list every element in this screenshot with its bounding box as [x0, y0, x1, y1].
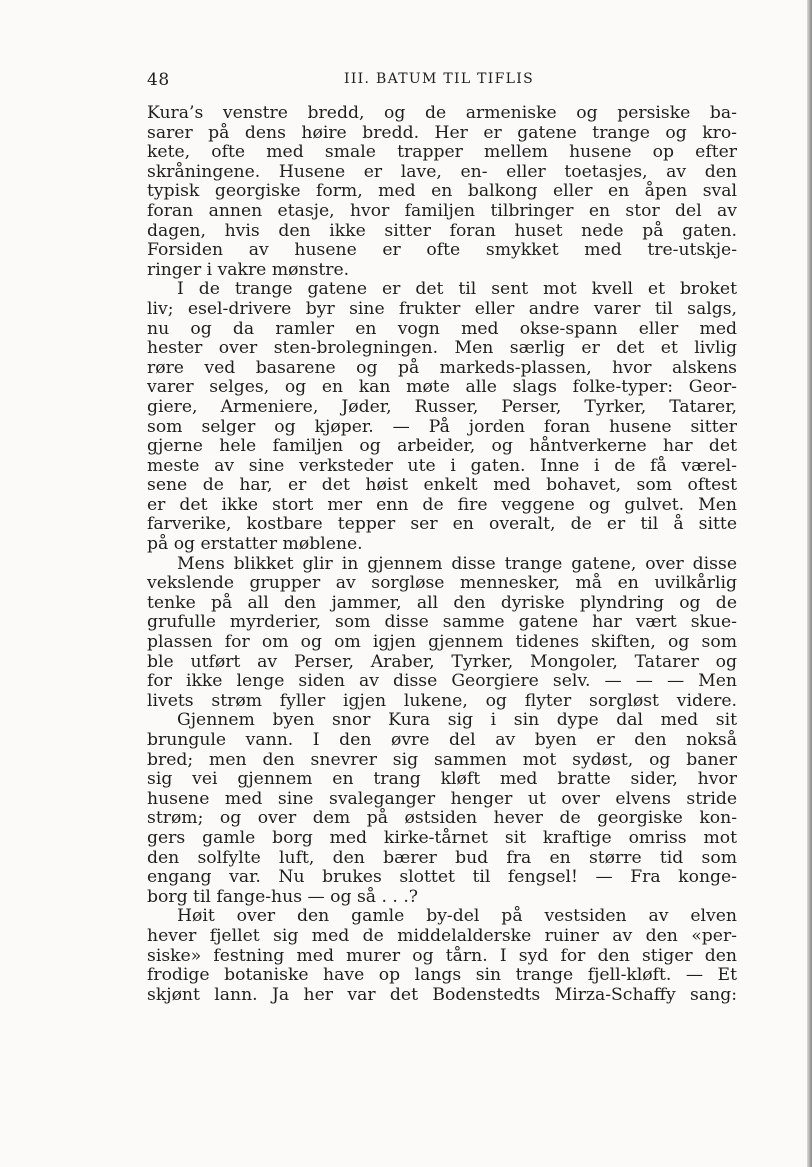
text-line: er det ikke stort mer enn de fire veggene og gulvet. Men	[147, 494, 737, 515]
text-line: hester over sten-brolegningen. Men særlig er det et livlig	[147, 338, 737, 359]
text-line: Forsiden av husene er ofte smykket med tre-utskje-	[147, 240, 737, 261]
text-line: Høit over den gamle by-del på vestsiden av elven	[177, 906, 737, 927]
text-line: borg til fange-hus — og så . . .?	[147, 886, 419, 907]
page-header	[147, 70, 737, 92]
text-line: for ikke lenge siden av disse Georgiere selv. — — — Men	[147, 671, 737, 692]
text-line: husene med sine svaleganger henger ut over elvens stride	[147, 788, 737, 809]
text-line: gjerne hele familjen og arbeider, og håntverkerne har det	[147, 436, 737, 457]
text-line: som selger og kjøper. — På jorden foran husene sitter	[147, 416, 737, 437]
text-line: foran annen etasje, hvor familjen tilbringer en stor del av	[147, 200, 737, 221]
text-line: giere, Armeniere, Jøder, Russer, Perser, Tyrker, Tatarer,	[147, 396, 737, 417]
text-line: liv; esel-drivere byr sine frukter eller andre varer til salgs,	[147, 298, 737, 319]
text-line: Mens blikket glir in gjennem disse trange gatene, over disse	[177, 553, 737, 574]
text-line: siske» festning med murer og tårn. I syd for den stiger den	[147, 945, 737, 966]
text-line: Gjennem byen snor Kura sig i sin dype dal med sit	[177, 710, 737, 731]
text-line: tenke på all den jammer, all den dyriske plyndring og de	[147, 592, 737, 613]
page-number: 48	[147, 70, 170, 90]
text-line: sarer på dens høire bredd. Her er gatene trange og kro-	[147, 122, 737, 143]
text-line: skjønt lann. Ja her var det Bodenstedts Mirza-Schaffy sang:	[147, 984, 737, 1005]
text-line: dagen, hvis den ikke sitter foran huset nede på gaten.	[147, 220, 737, 241]
text-line: varer selges, og en kan møte alle slags folke-typer: Geor-	[147, 377, 737, 398]
text-line: meste av sine verksteder ute i gaten. Inne i de få værel-	[147, 455, 737, 476]
text-line: engang var. Nu brukes slottet til fengsel! — Fra konge-	[147, 867, 737, 888]
text-line: vekslende grupper av sorgløse mennesker, må en uvilkårlig	[147, 573, 737, 594]
text-line: ringer i vakre mønstre.	[147, 259, 350, 280]
text-line: nu og da ramler en vogn med okse-spann eller med	[147, 318, 737, 339]
body-text	[147, 104, 737, 1005]
text-line: I de trange gatene er det til sent mot kvell et broket	[177, 279, 737, 300]
text-line: Kura’s venstre bredd, og de armeniske og persiske ba-	[147, 103, 737, 123]
text-line: frodige botaniske have op langs sin trange fjell-kløft. — Et	[147, 965, 737, 986]
text-line: skråningene. Husene er lave, en- eller toetasjes, av den	[147, 161, 737, 182]
text-line: sene de har, er det høist enkelt med bohavet, som oftest	[147, 475, 737, 496]
text-line: livets strøm fyller igjen lukene, og flyter sorgløst videre.	[147, 690, 737, 711]
text-line: farverike, kostbare tepper ser en overalt, de er til å sitte	[147, 514, 737, 535]
text-line: kete, ofte med smale trapper mellem husene op efter	[147, 142, 737, 163]
text-line: strøm; og over dem på østsiden hever de georgiske kon-	[147, 808, 737, 829]
text-line: gers gamle borg med kirke-tårnet sit kraftige omriss mot	[147, 827, 737, 848]
text-line: ble utført av Perser, Araber, Tyrker, Mongoler, Tatarer og	[147, 651, 737, 672]
text-line: på og erstatter møblene.	[147, 534, 363, 555]
text-line: grufulle myrderier, som disse samme gatene har vært skue-	[147, 612, 737, 633]
text-line: røre ved basarene og på markeds-plassen, hvor alskens	[147, 357, 737, 378]
page-edge	[807, 0, 812, 1167]
text-line: typisk georgiske form, med en balkong eller en åpen sval	[147, 181, 737, 202]
text-line: plassen for om og om igjen gjennem tidenes skiften, og som	[147, 632, 737, 653]
text-line: bred; men den snevrer sig sammen mot sydøst, og baner	[147, 749, 737, 770]
text-line: sig vei gjennem en trang kløft med bratte sider, hvor	[147, 769, 737, 790]
text-line: den solfylte luft, den bærer bud fra en større tid som	[147, 847, 737, 868]
running-head: III. BATUM TIL TIFLIS	[344, 71, 534, 87]
text-line: hever fjellet sig med de middelalderske ruiner av den «per-	[147, 925, 737, 946]
text-line: brungule vann. I den øvre del av byen er den nokså	[147, 730, 737, 750]
